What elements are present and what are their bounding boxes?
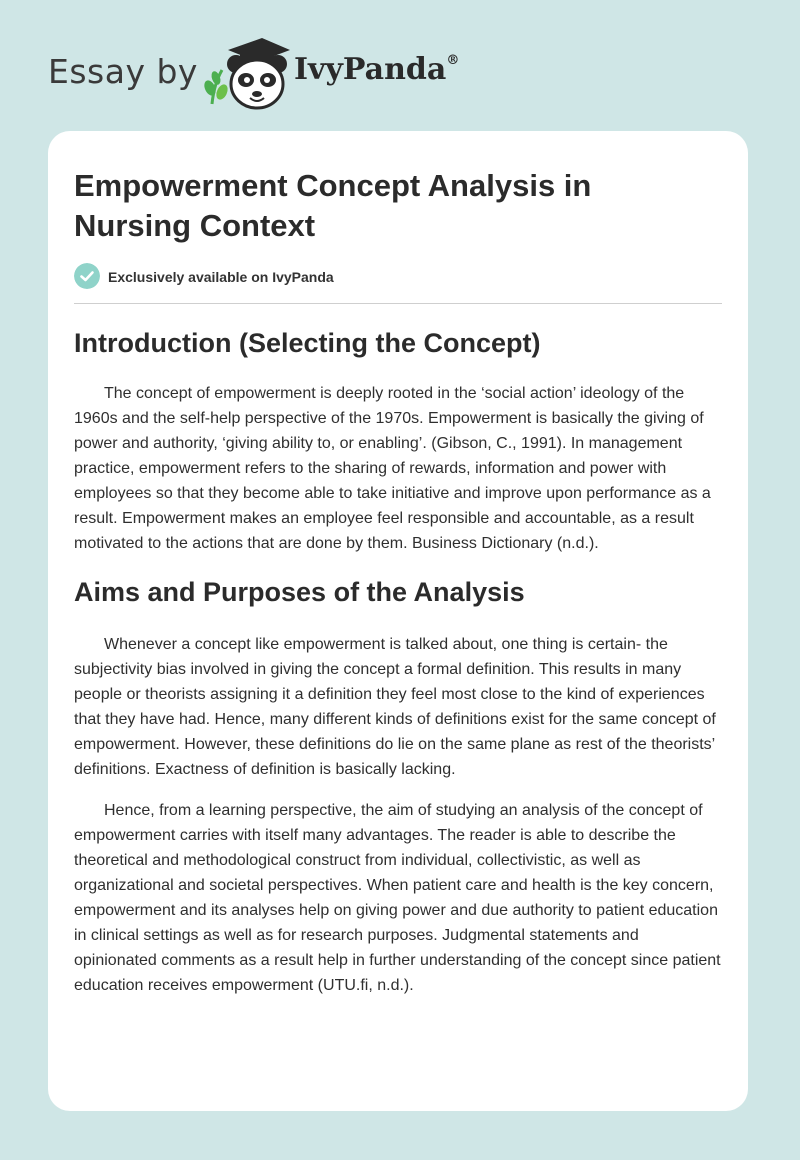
brand-name[interactable]: IvyPanda®	[294, 52, 460, 87]
registered-mark: ®	[446, 53, 460, 68]
essay-by-label: Essay by	[48, 52, 198, 91]
essay-body	[74, 321, 724, 998]
section-heading: Introduction (Selecting the Concept)	[74, 328, 541, 358]
paragraph: Whenever a concept like empowerment is talked about, one thing is certain- the subjectivity bias involved in giving the concept a formal definition. This results in many people or theorists assigning it a definition they feel most close to the kind of experiences that they have had. Hence, many different kinds of definitions exist for the same concept of empowerment. However, these definitions do lie on the same plane as rest of the theorists’ definitions. Exactness of definition is basically lacking.	[74, 636, 716, 778]
essay-title: Empowerment Concept Analysis in Nursing Context	[74, 168, 592, 243]
section-introduction	[74, 321, 724, 556]
paragraph: The concept of empowerment is deeply rooted in the ‘social action’ ideology of the 1960s and the self-help perspective of the 1970s. Empowerment is basically the giving of power and authority, ‘giving ability to, or enabling’. (Gibson, C., 1991). In management practice, empowerment refers to the sharing of rewards, information and power with employees so that they become able to take initiative and improve upon performance as a result. Empowerment makes an employee feel responsible and accountable, as a result motivated to the actions that are done by them. Business Dictionary (n.d.).	[74, 385, 711, 552]
divider	[74, 303, 722, 304]
panda-logo-icon[interactable]	[200, 34, 290, 112]
section-aims	[74, 570, 724, 998]
exclusive-badge-label: Exclusively available on IvyPanda	[108, 269, 334, 285]
site-header	[48, 34, 748, 114]
essay-card	[48, 131, 748, 1111]
section-heading: Aims and Purposes of the Analysis	[74, 577, 525, 607]
paragraph: Hence, from a learning perspective, the aim of studying an analysis of the concept of empowerment carries with itself many advantages. The reader is able to describe the theoretical and methodological construct from individual, collectivistic, as well as organizational and societal perspectives. When patient care and health is the key concern, empowerment and its analyses help on giving power and due authority to patient education in clinical settings as well as for research purposes. Judgmental statements and opinionated comments as a result help in further understanding of the concept since patient education receives empowerment (UTU.fi, n.d.).	[74, 802, 721, 994]
check-circle-icon	[74, 263, 100, 289]
